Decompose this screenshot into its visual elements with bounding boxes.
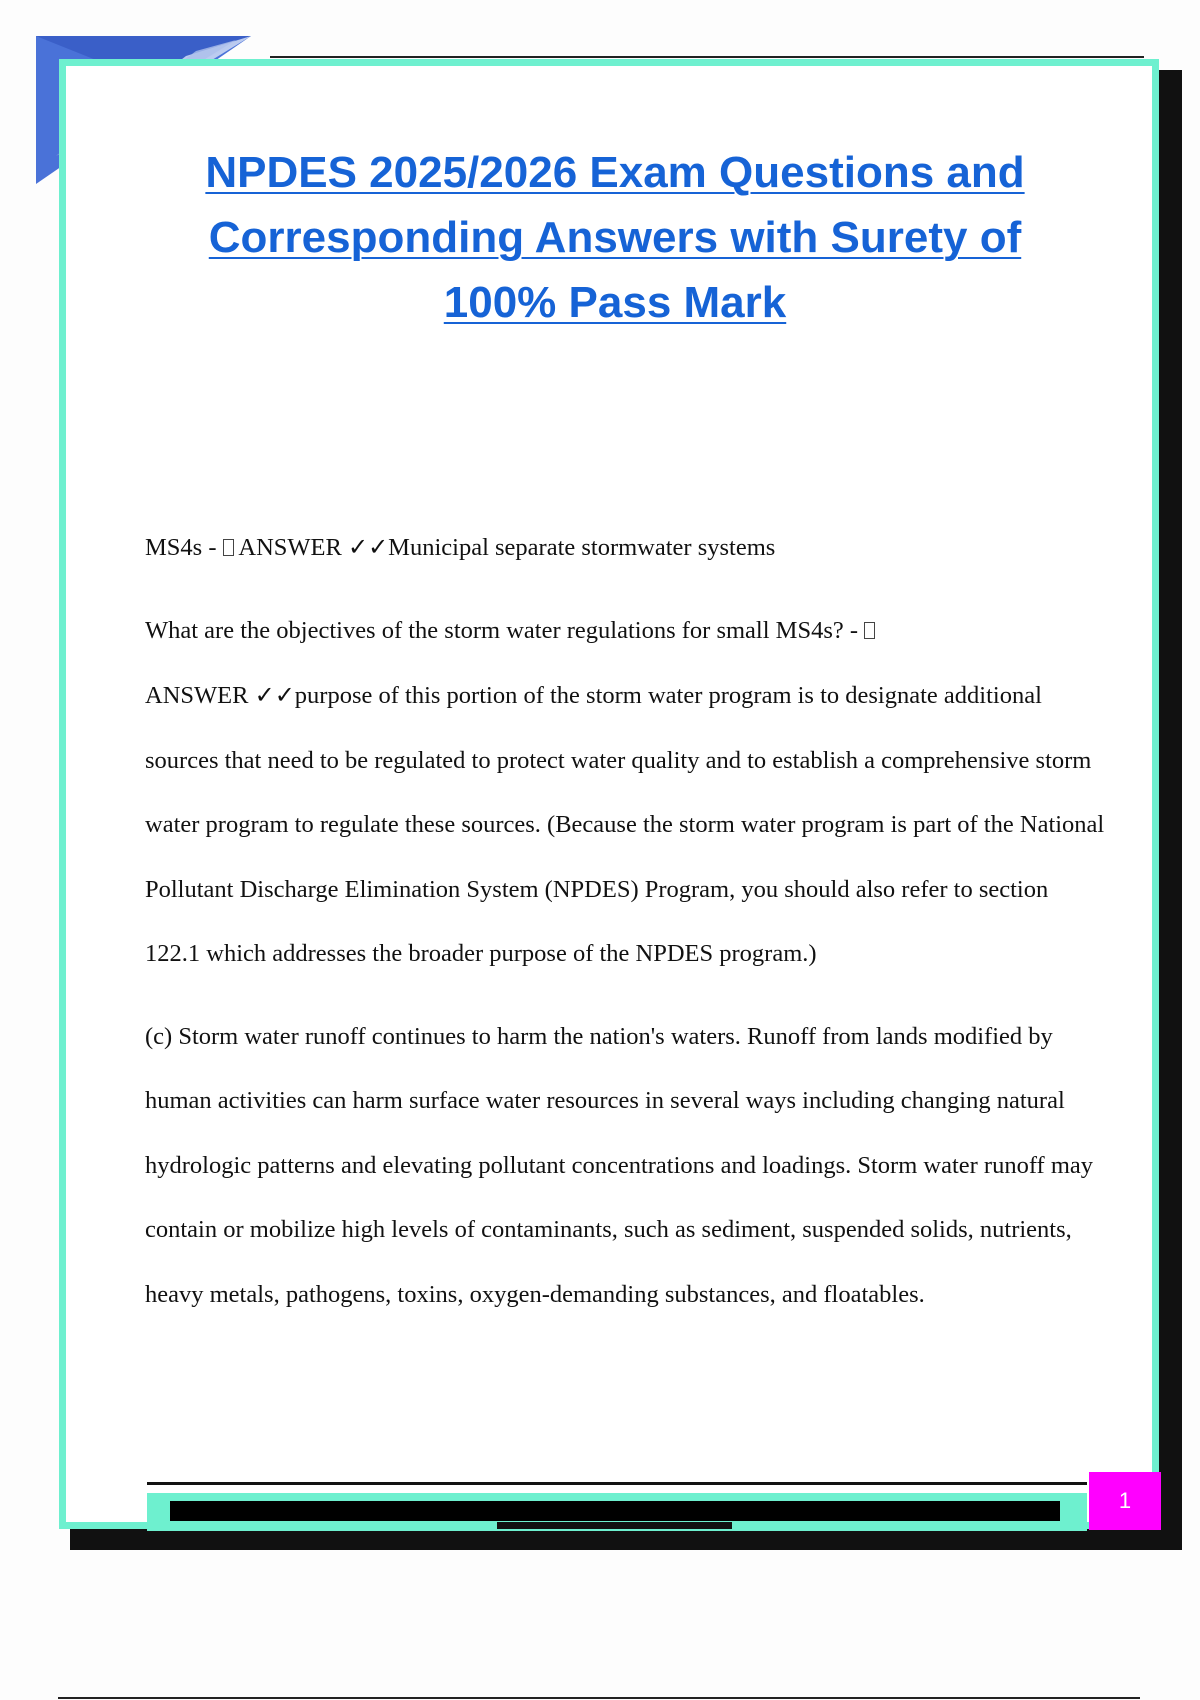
check-marks-icon: ✓✓ [254, 681, 295, 709]
top-rule [270, 56, 1144, 58]
answer-text: purpose of this portion of the storm water program is to designate additional sources that need to be regulated to protect water quality and to establish a comprehensive storm water program to regulate these sources. (Because the storm water program is part of the National Pollutant Discharge Elimination System (NPDES) Program, you should also refer to section 122.1 which addresses the broader purpose of the NPDES program.) [145, 682, 1105, 967]
check-marks-icon: ✓✓ [347, 533, 389, 561]
missing-glyph-icon [223, 539, 234, 556]
question-text: What are the objectives of the storm water regulations for small MS4s? - [145, 616, 865, 644]
footer-rule [147, 1482, 1087, 1485]
answer-text: Municipal separate stormwater systems [388, 534, 776, 561]
bottom-rule [58, 1697, 1140, 1699]
footer-tick [497, 1522, 732, 1529]
qa-entry-objectives [145, 599, 1105, 987]
footer-bar [170, 1501, 1060, 1521]
paragraph-c: (c) Storm water runoff continues to harm the nation's waters. Runoff from lands modified by human activities can harm surface water resources in several ways including changing natural hydrologic patterns and elevating pollutant concentrations and loadings. Storm water runoff may contain or mobilize high levels of contaminants, such as sediment, suspended solids, nutrients, heavy metals, pathogens, toxins, oxygen-demanding substances, and floatables. [145, 1022, 1093, 1308]
qa-entry-ms4s [145, 515, 1105, 581]
answer-label: ANSWER [233, 534, 348, 561]
document-title: NPDES 2025/2026 Exam Questions and Corresponding Answers with Surety of 100% Pass Mark [205, 148, 1025, 327]
answer-label: ANSWER [145, 682, 255, 709]
missing-glyph-icon [864, 622, 875, 639]
page-number-badge: 1 [1089, 1472, 1161, 1530]
document-content [145, 515, 1105, 1327]
question-text: MS4s - [145, 534, 223, 561]
